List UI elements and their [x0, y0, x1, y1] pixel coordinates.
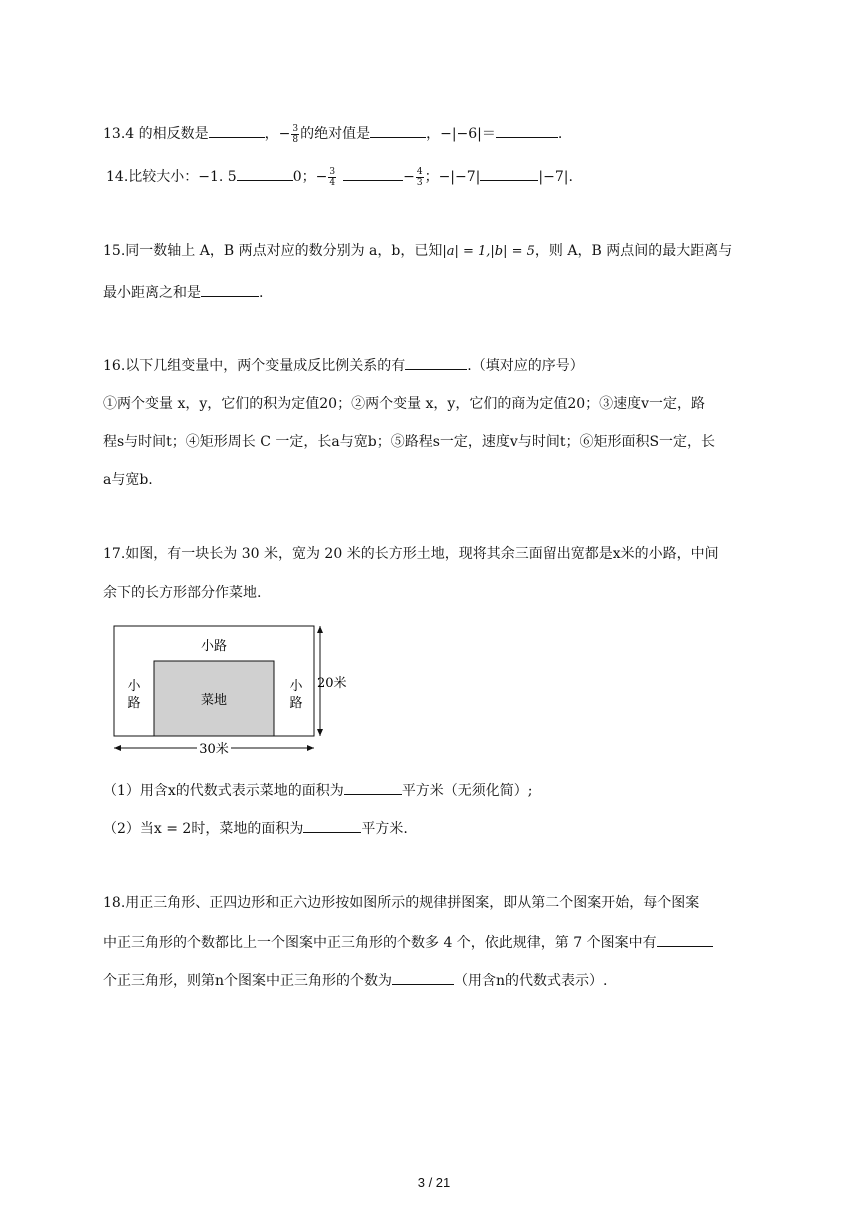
- q13-text-c: 的绝对值是: [300, 126, 371, 142]
- height-arrow-bottom: [317, 729, 323, 736]
- question-16-line-3: 程s与时间t；④矩形周长 C 一定，长a与宽b；⑤路程s一定，速度v与时间t；⑥矩形面积S一定，长: [103, 434, 716, 450]
- q17-sub1-end: 平方米（无须化简）;: [401, 783, 533, 799]
- q13-blank-3[interactable]: [496, 123, 558, 138]
- q13-abs-expr: −|−6|＝: [440, 126, 496, 142]
- q14-e: |−7|.: [538, 169, 573, 185]
- q17-blank-1[interactable]: [344, 780, 402, 795]
- page-number: 3 / 21: [417, 1175, 451, 1190]
- q18-text-a: 中正三角形的个数都比上一个图案中正三角形的个数多 4 个，依此规律，第 7 个图案中有: [103, 935, 657, 951]
- q15-math: |a| = 1,|b| = 5: [442, 244, 535, 259]
- label-top-path: 小路: [200, 639, 228, 654]
- q13-minus: −: [278, 126, 291, 142]
- q13-blank-2[interactable]: [370, 123, 426, 138]
- q17-blank-2[interactable]: [303, 818, 361, 833]
- question-18-line-2: [103, 932, 713, 953]
- q13-comma-2: ，: [426, 126, 441, 142]
- question-17-line-1: 17.如图，有一块长为 30 米，宽为 20 米的长方形土地，现将其余三面留出宽都是x米的小路，中间: [103, 546, 719, 562]
- question-17-sub-2: [103, 818, 408, 839]
- label-right-path-2: 路: [289, 696, 303, 711]
- question-15-line-1: [103, 241, 732, 262]
- q17-sub2-end: 平方米.: [361, 821, 408, 837]
- width-arrow-left: [114, 745, 121, 751]
- land-diagram: [106, 620, 351, 765]
- q17-sub1-text: （1）用含x的代数式表示菜地的面积为: [103, 783, 344, 799]
- q14-fraction-1: $\frac{3}{4}$: [329, 166, 336, 188]
- q15-blank[interactable]: [201, 282, 259, 297]
- question-16-line-4: a与宽b.: [103, 472, 153, 488]
- label-vegetable-plot: 菜地: [200, 693, 228, 708]
- q18-text-b: 个正三角形，则第n个图案中正三角形的个数为: [103, 973, 393, 989]
- q16-blank[interactable]: [405, 355, 467, 370]
- q13-comma-1: ，: [264, 126, 279, 142]
- question-17-sub-1: [103, 780, 533, 801]
- q16-text-a: 16.以下几组变量中，两个变量成反比例关系的有: [103, 358, 406, 374]
- q18-blank-1[interactable]: [657, 932, 713, 947]
- q15-end: .: [259, 285, 264, 301]
- question-16-line-1: [103, 355, 584, 376]
- q13-fraction: $\frac{3}{8}$: [292, 123, 299, 145]
- q16-text-b: .（填对应的序号）: [467, 358, 584, 374]
- height-arrow-top: [317, 626, 323, 633]
- label-height: 20米: [317, 676, 347, 691]
- q14-semicolon: ；: [424, 169, 439, 185]
- q14-minus-1: −: [315, 169, 328, 185]
- q14-d: −|−7|: [438, 169, 481, 185]
- q14-blank-3[interactable]: [480, 166, 538, 181]
- q14-a: −1. 5: [198, 169, 237, 185]
- q18-blank-2[interactable]: [392, 970, 454, 985]
- q18-text-c: （用含n的代数式表示）.: [454, 973, 608, 989]
- question-13: [103, 123, 562, 145]
- q13-end: .: [557, 126, 563, 142]
- q13-blank-1[interactable]: [209, 123, 265, 138]
- q14-blank-1[interactable]: [237, 166, 293, 181]
- width-arrow-right: [307, 745, 314, 751]
- label-right-path-1: 小: [289, 679, 303, 694]
- q17-sub2-text: （2）当x = 2时，菜地的面积为: [103, 821, 304, 837]
- q13-text-a: 13.4 的相反数是: [103, 126, 209, 142]
- question-15-line-2: [103, 282, 263, 303]
- label-left-path-1: 小: [127, 679, 141, 694]
- q15-text-a: 15.同一数轴上 A，B 两点对应的数分别为 a，b，已知: [103, 243, 443, 259]
- question-18-line-3: [103, 970, 607, 991]
- q14-minus-2: −: [403, 169, 415, 185]
- q14-blank-2[interactable]: [343, 166, 403, 181]
- q14-label: 14.比较大小：: [106, 169, 199, 185]
- question-17-line-2: 余下的长方形部分作菜地.: [103, 585, 262, 601]
- q14-fraction-2: $\frac{4}{3}$: [416, 166, 423, 188]
- q15-text-c: 最小距离之和是: [103, 285, 201, 301]
- label-width: 30米: [199, 742, 229, 757]
- question-14: [106, 166, 573, 188]
- q15-text-b: ，则 A，B 两点间的最大距离与: [534, 243, 733, 259]
- question-16-line-2: ①两个变量 x，y，它们的积为定值20；②两个变量 x，y，它们的商为定值20；③速度v一定，路: [103, 396, 706, 412]
- q14-b: 0；: [292, 169, 316, 185]
- question-18-line-1: 18.用正三角形、正四边形和正六边形按如图所示的规律拼图案，即从第二个图案开始，每个图案: [103, 895, 700, 911]
- label-left-path-2: 路: [127, 696, 141, 711]
